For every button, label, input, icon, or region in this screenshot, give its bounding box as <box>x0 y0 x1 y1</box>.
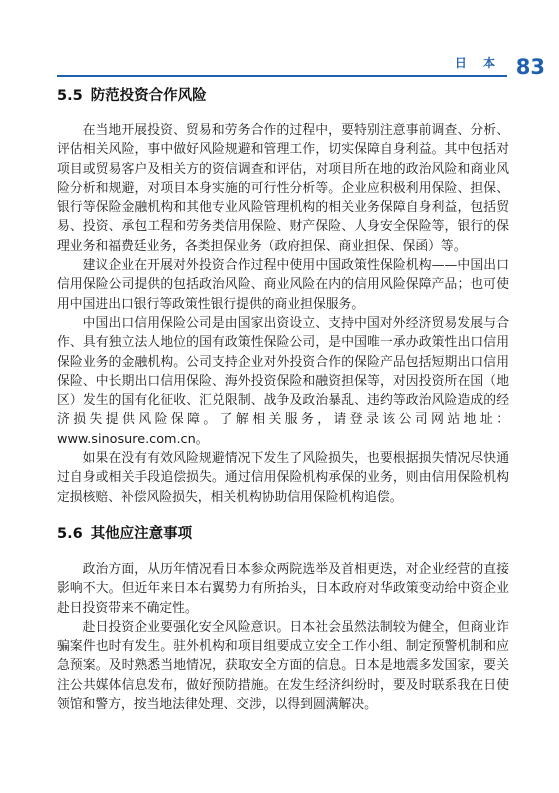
section-5-6 <box>57 522 509 714</box>
paragraph: 在当地开展投资、贸易和劳务合作的过程中，要特别注意事前调查、分析、评估相关风险，事中做好风险规避和管理工作，切实保障自身利益。其中包括对项目或贸易客户及相关方的资信调查和评估，对项目所在地的政治风险和商业风险分析和规避，对项目本身实施的可行性分析等。企业应积极利用保险、担保、银行等保险金融机构和其他专业风险管理机构的相关业务保障自身利益，包括贸易、投资、承包工程和劳务类信用保险、财产保险、人身安全保险等，银行的保理业务和福费廷业务，各类担保业务（政府担保、商业担保、保函）等。 <box>57 123 509 254</box>
paragraph-end: 。 <box>195 431 209 447</box>
paragraph: 赴日投资企业要强化安全风险意识。日本社会虽然法制较为健全，但商业诈骗案件也时有发生。驻外机构和项目组要成立安全工作小组、制定预警机制和应急预案。及时熟悉当地情况，获取安全方面的信息。日本是地震多发国家，要关注公共媒体信息发布，做好预防措施。在发生经济纠纷时，要及时联系我在日使领馆和警方，按当地法律处理、交涉，以得到圆满解决。 <box>57 619 509 713</box>
page-number: 83 <box>515 55 545 79</box>
paragraph: 建议企业在开展对外投资合作过程中使用中国政策性保险机构——中国出口信用保险公司提供的包括政治风险、商业风险在内的信用风险保障产品；也可使用中国进出口银行等政策性银行提供的商业担保服务。 <box>57 258 509 312</box>
section-heading <box>57 522 509 543</box>
section-number: 5.6 <box>57 525 83 542</box>
paragraph: 政治方面，从历年情况看日本参众两院选举及首相更迭，对企业经营的直接影响不大。但近年来日本右翼势力有所抬头，日本政府对华政策变动给中资企业赴日投资带来不确定性。 <box>57 561 509 616</box>
section-title: 防范投资合作风险 <box>90 88 207 104</box>
paragraph-text: 中国出口信用保险公司是由国家出资设立、支持中国对外经济贸易发展与合作、具有独立法人地位的国有政策性保险公司，是中国唯一承办政策性出口信用保险业务的金融机构。公司支持企业对外投资合作的保险产品包括短期出口信用保险、中长期出口信用保险、海外投资保险和融资担保等，对因投资所在国（地区）发生的国有化征收、汇兑限制、战争及政治暴乱、违约等政治风险造成的经济损失提供风险保障。了解相关服务，请登录该公司网站地址： <box>57 315 509 428</box>
header-rule <box>57 75 507 77</box>
section-title: 其他应注意事项 <box>90 525 193 542</box>
page-content <box>57 80 509 714</box>
page-header <box>0 0 559 80</box>
section-number: 5.5 <box>57 88 83 104</box>
section-5-5 <box>57 84 509 507</box>
running-header-country: 日 本 <box>454 56 501 70</box>
section-heading <box>57 84 509 105</box>
paragraph-with-link <box>57 314 509 449</box>
sinosure-website-link[interactable]: www.sinosure.com.cn <box>57 431 196 447</box>
paragraph: 如果在没有有效风险规避情况下发生了风险损失，也要根据损失情况尽快通过自身或相关手段追偿损失。通过信用保险机构承保的业务，则由信用保险机构定损核赔、补偿风险损失，相关机构协助信用保险机构追偿。 <box>57 451 509 505</box>
